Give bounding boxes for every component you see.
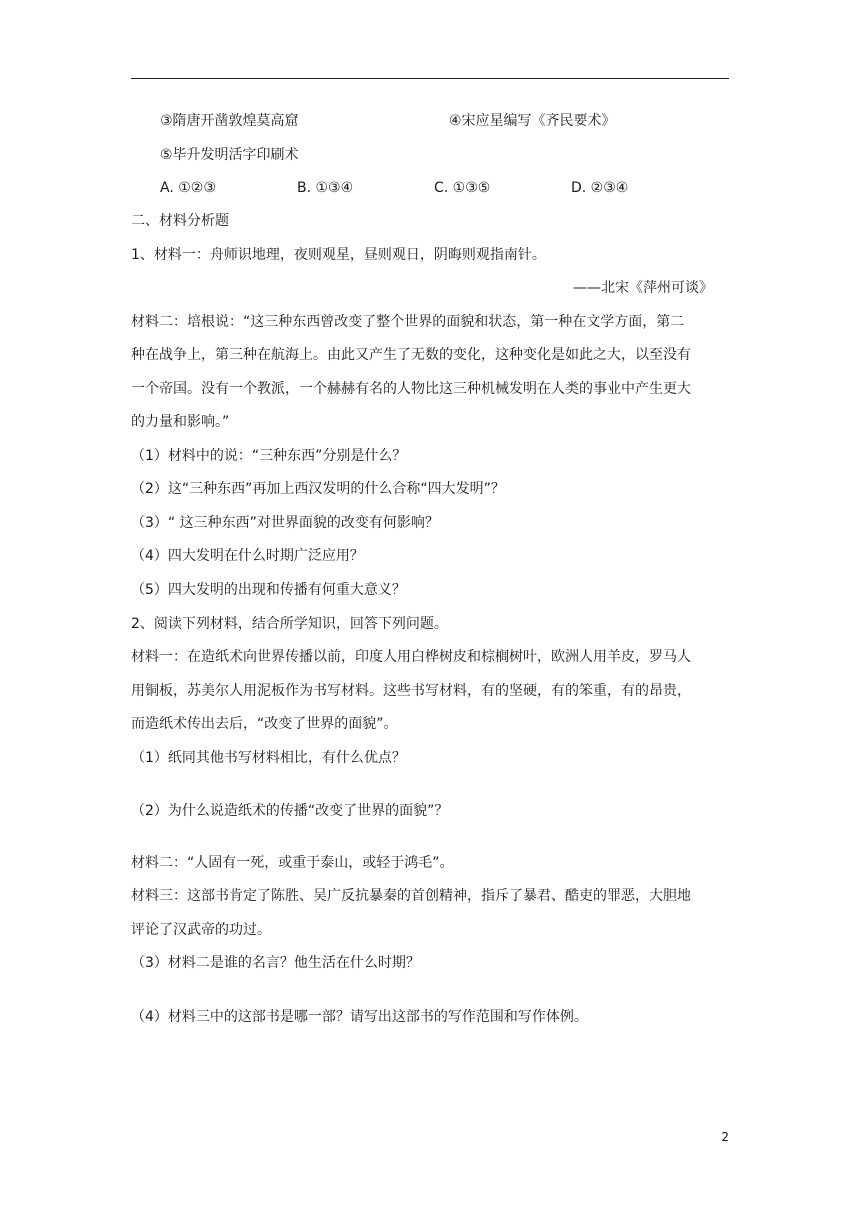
q1-material2-line: 的力量和影响。” <box>131 414 230 430</box>
q2-intro: 2、阅读下列材料，结合所学知识，回答下列问题。 <box>131 616 448 632</box>
q1-question: （3）“ 这三种东西”对世界面貌的改变有何影响？ <box>131 515 439 531</box>
option-a: A. ①②③ <box>160 180 216 196</box>
q2-question-1: （1）纸同其他书写材料相比，有什么优点？ <box>131 750 406 766</box>
q2-material1-line: 材料一：在造纸术向世界传播以前，印度人用白桦树皮和棕榈树叶，欧洲人用羊皮，罗马人 <box>131 649 691 665</box>
option-c: C. ①③⑤ <box>434 180 491 196</box>
q1-material2-line: 种在战争上，第三种在航海上。由此又产生了无数的变化，这种变化是如此之大，以至没有 <box>131 347 691 363</box>
q1-material2-line: 材料二：培根说：“这三种东西曾改变了整个世界的面貌和状态，第一种在文学方面，第二 <box>131 314 685 330</box>
q1-material1: 1、材料一：舟师识地理，夜则观星，昼则观日，阴晦则观指南针。 <box>131 247 546 263</box>
q2-material2: 材料二：“人固有一死，或重于泰山，或轻于鸿毛”。 <box>131 855 454 871</box>
q1-material2-line: 一个帝国。没有一个教派，一个赫赫有名的人物比这三种机械发明在人类的事业中产生更大 <box>131 381 691 397</box>
page-number: 2 <box>721 1130 729 1144</box>
q2-material3-line: 材料三：这部书肯定了陈胜、吴广反抗暴秦的首创精神，指斥了暴君、酷吏的罪恶，大胆地 <box>131 888 691 904</box>
q1-question: （4）四大发明在什么时期广泛应用？ <box>131 548 364 564</box>
q2-question-4: （4）材料三中的这部书是哪一部？请写出这部书的写作范围和写作体例。 <box>131 1009 588 1025</box>
section-title: 二、材料分析题 <box>131 213 229 229</box>
q2-material1-line: 用铜板，苏美尔人用泥板作为书写材料。这些书写材料，有的坚硬，有的笨重，有的昂贵， <box>131 683 691 699</box>
option-b: B. ①③④ <box>297 180 354 196</box>
choice-item-3: ③隋唐开凿敦煌莫高窟 <box>160 113 299 129</box>
q2-question-2: （2）为什么说造纸术的传播“改变了世界的面貌”？ <box>131 803 449 819</box>
header-rule <box>131 78 729 79</box>
q1-source: ——北宋《萍州可谈》 <box>573 280 713 296</box>
q1-question: （1）材料中的说：“三种东西”分别是什么？ <box>131 448 407 464</box>
q2-question-3: （3）材料二是谁的名言？他生活在什么时期？ <box>131 955 420 971</box>
q2-material1-line: 而造纸术传出去后，“改变了世界的面貌”。 <box>131 716 398 732</box>
q1-question: （5）四大发明的出现和传播有何重大意义？ <box>131 582 406 598</box>
choice-item-5: ⑤毕升发明活字印刷术 <box>160 147 299 163</box>
q1-question: （2）这“三种东西”再加上西汉发明的什么合称“四大发明”？ <box>131 481 505 497</box>
choice-item-4: ④宋应星编写《齐民要术》 <box>449 113 616 129</box>
q2-material3-line: 评论了汉武帝的功过。 <box>131 922 271 938</box>
option-d: D. ②③④ <box>571 180 629 196</box>
